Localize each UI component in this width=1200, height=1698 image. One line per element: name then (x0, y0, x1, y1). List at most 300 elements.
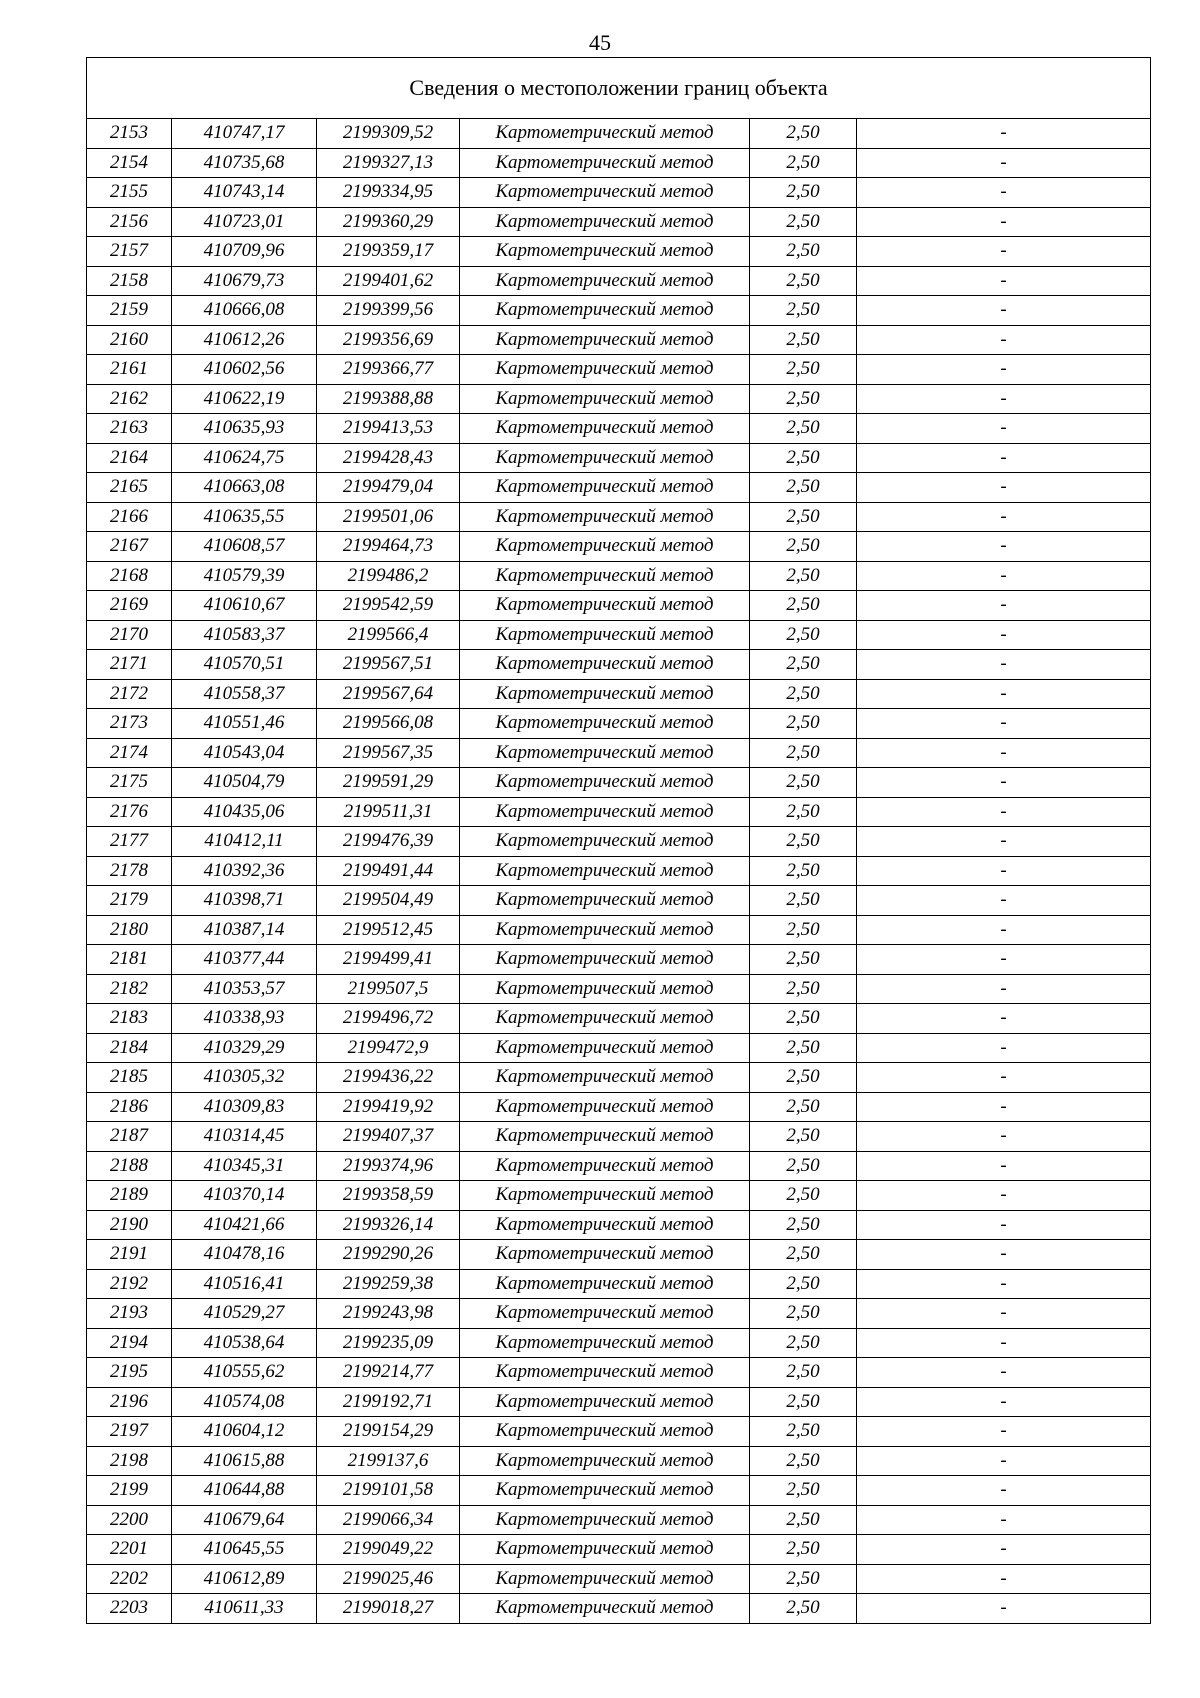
method-cell: Картометрический метод (460, 1269, 750, 1299)
method-cell: Картометрический метод (460, 148, 750, 178)
table-row (87, 856, 1151, 886)
description-cell: - (857, 856, 1151, 886)
description-cell: - (857, 384, 1151, 414)
point-number-cell: 2171 (87, 650, 172, 680)
accuracy-cell: 2,50 (750, 355, 857, 385)
table-row (87, 1122, 1151, 1152)
method-cell: Картометрический метод (460, 915, 750, 945)
x-coordinate-cell: 410723,01 (172, 207, 317, 237)
accuracy-cell: 2,50 (750, 1564, 857, 1594)
point-number-cell: 2198 (87, 1446, 172, 1476)
table-row (87, 1299, 1151, 1329)
table-row (87, 119, 1151, 149)
accuracy-cell: 2,50 (750, 148, 857, 178)
accuracy-cell: 2,50 (750, 1299, 857, 1329)
x-coordinate-cell: 410478,16 (172, 1240, 317, 1270)
accuracy-cell: 2,50 (750, 915, 857, 945)
table-row (87, 207, 1151, 237)
accuracy-cell: 2,50 (750, 1033, 857, 1063)
point-number-cell: 2203 (87, 1594, 172, 1624)
x-coordinate-cell: 410624,75 (172, 443, 317, 473)
accuracy-cell: 2,50 (750, 1387, 857, 1417)
page-number: 45 (589, 30, 611, 55)
method-cell: Картометрический метод (460, 1358, 750, 1388)
point-number-cell: 2180 (87, 915, 172, 945)
point-number-cell: 2181 (87, 945, 172, 975)
x-coordinate-cell: 410504,79 (172, 768, 317, 798)
x-coordinate-cell: 410558,37 (172, 679, 317, 709)
x-coordinate-cell: 410747,17 (172, 119, 317, 149)
y-coordinate-cell: 2199154,29 (317, 1417, 460, 1447)
point-number-cell: 2160 (87, 325, 172, 355)
point-number-cell: 2192 (87, 1269, 172, 1299)
description-cell: - (857, 1328, 1151, 1358)
x-coordinate-cell: 410679,73 (172, 266, 317, 296)
point-number-cell: 2199 (87, 1476, 172, 1506)
description-cell: - (857, 679, 1151, 709)
description-cell: - (857, 1210, 1151, 1240)
point-number-cell: 2176 (87, 797, 172, 827)
method-cell: Картометрический метод (460, 119, 750, 149)
y-coordinate-cell: 2199243,98 (317, 1299, 460, 1329)
x-coordinate-cell: 410608,57 (172, 532, 317, 562)
method-cell: Картометрический метод (460, 945, 750, 975)
x-coordinate-cell: 410329,29 (172, 1033, 317, 1063)
description-cell: - (857, 237, 1151, 267)
description-cell: - (857, 1269, 1151, 1299)
point-number-cell: 2153 (87, 119, 172, 149)
description-cell: - (857, 709, 1151, 739)
table-row (87, 532, 1151, 562)
x-coordinate-cell: 410644,88 (172, 1476, 317, 1506)
table-row (87, 650, 1151, 680)
x-coordinate-cell: 410735,68 (172, 148, 317, 178)
x-coordinate-cell: 410392,36 (172, 856, 317, 886)
description-cell: - (857, 502, 1151, 532)
accuracy-cell: 2,50 (750, 473, 857, 503)
accuracy-cell: 2,50 (750, 738, 857, 768)
description-cell: - (857, 1151, 1151, 1181)
description-cell: - (857, 945, 1151, 975)
table-row (87, 1476, 1151, 1506)
accuracy-cell: 2,50 (750, 1151, 857, 1181)
x-coordinate-cell: 410387,14 (172, 915, 317, 945)
table-row (87, 1063, 1151, 1093)
y-coordinate-cell: 2199479,04 (317, 473, 460, 503)
y-coordinate-cell: 2199407,37 (317, 1122, 460, 1152)
method-cell: Картометрический метод (460, 296, 750, 326)
description-cell: - (857, 591, 1151, 621)
description-cell: - (857, 738, 1151, 768)
y-coordinate-cell: 2199567,64 (317, 679, 460, 709)
accuracy-cell: 2,50 (750, 1181, 857, 1211)
accuracy-cell: 2,50 (750, 119, 857, 149)
method-cell: Картометрический метод (460, 237, 750, 267)
table-row (87, 1535, 1151, 1565)
x-coordinate-cell: 410602,56 (172, 355, 317, 385)
y-coordinate-cell: 2199512,45 (317, 915, 460, 945)
method-cell: Картометрический метод (460, 1387, 750, 1417)
y-coordinate-cell: 2199542,59 (317, 591, 460, 621)
table-row (87, 915, 1151, 945)
table-row (87, 679, 1151, 709)
method-cell: Картометрический метод (460, 532, 750, 562)
table-row (87, 1417, 1151, 1447)
method-cell: Картометрический метод (460, 384, 750, 414)
description-cell: - (857, 974, 1151, 1004)
accuracy-cell: 2,50 (750, 1358, 857, 1388)
accuracy-cell: 2,50 (750, 1328, 857, 1358)
table-row (87, 591, 1151, 621)
table-row (87, 945, 1151, 975)
table-row (87, 266, 1151, 296)
y-coordinate-cell: 2199137,6 (317, 1446, 460, 1476)
method-cell: Картометрический метод (460, 650, 750, 680)
y-coordinate-cell: 2199235,09 (317, 1328, 460, 1358)
x-coordinate-cell: 410421,66 (172, 1210, 317, 1240)
y-coordinate-cell: 2199591,29 (317, 768, 460, 798)
accuracy-cell: 2,50 (750, 237, 857, 267)
point-number-cell: 2175 (87, 768, 172, 798)
y-coordinate-cell: 2199472,9 (317, 1033, 460, 1063)
accuracy-cell: 2,50 (750, 620, 857, 650)
description-cell: - (857, 768, 1151, 798)
method-cell: Картометрический метод (460, 1151, 750, 1181)
description-cell: - (857, 886, 1151, 916)
method-cell: Картометрический метод (460, 886, 750, 916)
point-number-cell: 2154 (87, 148, 172, 178)
table-row (87, 1181, 1151, 1211)
accuracy-cell: 2,50 (750, 709, 857, 739)
method-cell: Картометрический метод (460, 827, 750, 857)
y-coordinate-cell: 2199496,72 (317, 1004, 460, 1034)
y-coordinate-cell: 2199018,27 (317, 1594, 460, 1624)
method-cell: Картометрический метод (460, 1417, 750, 1447)
description-cell: - (857, 1033, 1151, 1063)
point-number-cell: 2162 (87, 384, 172, 414)
y-coordinate-cell: 2199491,44 (317, 856, 460, 886)
y-coordinate-cell: 2199436,22 (317, 1063, 460, 1093)
y-coordinate-cell: 2199566,08 (317, 709, 460, 739)
y-coordinate-cell: 2199356,69 (317, 325, 460, 355)
y-coordinate-cell: 2199486,2 (317, 561, 460, 591)
accuracy-cell: 2,50 (750, 561, 857, 591)
method-cell: Картометрический метод (460, 1564, 750, 1594)
x-coordinate-cell: 410666,08 (172, 296, 317, 326)
y-coordinate-cell: 2199476,39 (317, 827, 460, 857)
point-number-cell: 2164 (87, 443, 172, 473)
description-cell: - (857, 797, 1151, 827)
y-coordinate-cell: 2199326,14 (317, 1210, 460, 1240)
y-coordinate-cell: 2199259,38 (317, 1269, 460, 1299)
method-cell: Картометрический метод (460, 738, 750, 768)
method-cell: Картометрический метод (460, 1328, 750, 1358)
accuracy-cell: 2,50 (750, 1535, 857, 1565)
table-row (87, 1033, 1151, 1063)
x-coordinate-cell: 410377,44 (172, 945, 317, 975)
y-coordinate-cell: 2199334,95 (317, 178, 460, 208)
method-cell: Картометрический метод (460, 1535, 750, 1565)
description-cell: - (857, 1181, 1151, 1211)
table-row (87, 797, 1151, 827)
description-cell: - (857, 443, 1151, 473)
point-number-cell: 2169 (87, 591, 172, 621)
point-number-cell: 2178 (87, 856, 172, 886)
table-row (87, 1210, 1151, 1240)
description-cell: - (857, 1063, 1151, 1093)
x-coordinate-cell: 410679,64 (172, 1505, 317, 1535)
method-cell: Картометрический метод (460, 856, 750, 886)
x-coordinate-cell: 410615,88 (172, 1446, 317, 1476)
y-coordinate-cell: 2199374,96 (317, 1151, 460, 1181)
x-coordinate-cell: 410345,31 (172, 1151, 317, 1181)
description-cell: - (857, 1564, 1151, 1594)
point-number-cell: 2191 (87, 1240, 172, 1270)
x-coordinate-cell: 410353,57 (172, 974, 317, 1004)
method-cell: Картометрический метод (460, 1181, 750, 1211)
accuracy-cell: 2,50 (750, 974, 857, 1004)
table-row (87, 1004, 1151, 1034)
accuracy-cell: 2,50 (750, 414, 857, 444)
point-number-cell: 2190 (87, 1210, 172, 1240)
table-row (87, 1505, 1151, 1535)
accuracy-cell: 2,50 (750, 1004, 857, 1034)
point-number-cell: 2173 (87, 709, 172, 739)
table-row (87, 414, 1151, 444)
table-row (87, 974, 1151, 1004)
x-coordinate-cell: 410538,64 (172, 1328, 317, 1358)
point-number-cell: 2155 (87, 178, 172, 208)
table-row (87, 1269, 1151, 1299)
method-cell: Картометрический метод (460, 591, 750, 621)
x-coordinate-cell: 410604,12 (172, 1417, 317, 1447)
y-coordinate-cell: 2199049,22 (317, 1535, 460, 1565)
x-coordinate-cell: 410555,62 (172, 1358, 317, 1388)
method-cell: Картометрический метод (460, 561, 750, 591)
point-number-cell: 2184 (87, 1033, 172, 1063)
point-number-cell: 2201 (87, 1535, 172, 1565)
y-coordinate-cell: 2199566,4 (317, 620, 460, 650)
table-row (87, 1387, 1151, 1417)
description-cell: - (857, 414, 1151, 444)
x-coordinate-cell: 410551,46 (172, 709, 317, 739)
accuracy-cell: 2,50 (750, 650, 857, 680)
method-cell: Картометрический метод (460, 709, 750, 739)
x-coordinate-cell: 410743,14 (172, 178, 317, 208)
y-coordinate-cell: 2199567,35 (317, 738, 460, 768)
table-row (87, 738, 1151, 768)
accuracy-cell: 2,50 (750, 797, 857, 827)
method-cell: Картометрический метод (460, 502, 750, 532)
table-row (87, 1151, 1151, 1181)
point-number-cell: 2179 (87, 886, 172, 916)
description-cell: - (857, 296, 1151, 326)
y-coordinate-cell: 2199360,29 (317, 207, 460, 237)
accuracy-cell: 2,50 (750, 1240, 857, 1270)
table-row (87, 709, 1151, 739)
method-cell: Картометрический метод (460, 1092, 750, 1122)
table-row (87, 1358, 1151, 1388)
description-cell: - (857, 1446, 1151, 1476)
method-cell: Картометрический метод (460, 325, 750, 355)
method-cell: Картометрический метод (460, 974, 750, 1004)
x-coordinate-cell: 410370,14 (172, 1181, 317, 1211)
x-coordinate-cell: 410338,93 (172, 1004, 317, 1034)
table-row (87, 886, 1151, 916)
method-cell: Картометрический метод (460, 1004, 750, 1034)
x-coordinate-cell: 410570,51 (172, 650, 317, 680)
accuracy-cell: 2,50 (750, 296, 857, 326)
table-row (87, 148, 1151, 178)
point-number-cell: 2159 (87, 296, 172, 326)
method-cell: Картометрический метод (460, 1299, 750, 1329)
method-cell: Картометрический метод (460, 768, 750, 798)
table-row (87, 1092, 1151, 1122)
description-cell: - (857, 1299, 1151, 1329)
description-cell: - (857, 1004, 1151, 1034)
accuracy-cell: 2,50 (750, 1122, 857, 1152)
description-cell: - (857, 1417, 1151, 1447)
x-coordinate-cell: 410635,55 (172, 502, 317, 532)
table-row (87, 178, 1151, 208)
accuracy-cell: 2,50 (750, 266, 857, 296)
accuracy-cell: 2,50 (750, 591, 857, 621)
table-row (87, 561, 1151, 591)
point-number-cell: 2195 (87, 1358, 172, 1388)
boundary-coordinates-table (86, 57, 1151, 1624)
y-coordinate-cell: 2199511,31 (317, 797, 460, 827)
description-cell: - (857, 1594, 1151, 1624)
x-coordinate-cell: 410529,27 (172, 1299, 317, 1329)
y-coordinate-cell: 2199214,77 (317, 1358, 460, 1388)
accuracy-cell: 2,50 (750, 886, 857, 916)
point-number-cell: 2177 (87, 827, 172, 857)
table-row (87, 1328, 1151, 1358)
point-number-cell: 2172 (87, 679, 172, 709)
description-cell: - (857, 355, 1151, 385)
point-number-cell: 2188 (87, 1151, 172, 1181)
point-number-cell: 2183 (87, 1004, 172, 1034)
accuracy-cell: 2,50 (750, 1476, 857, 1506)
point-number-cell: 2167 (87, 532, 172, 562)
accuracy-cell: 2,50 (750, 178, 857, 208)
point-number-cell: 2185 (87, 1063, 172, 1093)
x-coordinate-cell: 410398,71 (172, 886, 317, 916)
method-cell: Картометрический метод (460, 355, 750, 385)
x-coordinate-cell: 410412,11 (172, 827, 317, 857)
table-row (87, 473, 1151, 503)
accuracy-cell: 2,50 (750, 768, 857, 798)
method-cell: Картометрический метод (460, 1594, 750, 1624)
table-row (87, 443, 1151, 473)
x-coordinate-cell: 410583,37 (172, 620, 317, 650)
description-cell: - (857, 1240, 1151, 1270)
y-coordinate-cell: 2199401,62 (317, 266, 460, 296)
accuracy-cell: 2,50 (750, 945, 857, 975)
point-number-cell: 2182 (87, 974, 172, 1004)
method-cell: Картометрический метод (460, 797, 750, 827)
y-coordinate-cell: 2199359,17 (317, 237, 460, 267)
x-coordinate-cell: 410709,96 (172, 237, 317, 267)
table-row (87, 237, 1151, 267)
x-coordinate-cell: 410314,45 (172, 1122, 317, 1152)
accuracy-cell: 2,50 (750, 1505, 857, 1535)
y-coordinate-cell: 2199327,13 (317, 148, 460, 178)
y-coordinate-cell: 2199504,49 (317, 886, 460, 916)
y-coordinate-cell: 2199290,26 (317, 1240, 460, 1270)
point-number-cell: 2189 (87, 1181, 172, 1211)
table-row (87, 1594, 1151, 1624)
point-number-cell: 2161 (87, 355, 172, 385)
description-cell: - (857, 178, 1151, 208)
method-cell: Картометрический метод (460, 1505, 750, 1535)
y-coordinate-cell: 2199499,41 (317, 945, 460, 975)
method-cell: Картометрический метод (460, 178, 750, 208)
accuracy-cell: 2,50 (750, 827, 857, 857)
description-cell: - (857, 1535, 1151, 1565)
accuracy-cell: 2,50 (750, 502, 857, 532)
description-cell: - (857, 1387, 1151, 1417)
method-cell: Картометрический метод (460, 1240, 750, 1270)
y-coordinate-cell: 2199428,43 (317, 443, 460, 473)
description-cell: - (857, 325, 1151, 355)
table-row (87, 620, 1151, 650)
point-number-cell: 2158 (87, 266, 172, 296)
method-cell: Картометрический метод (460, 679, 750, 709)
method-cell: Картометрический метод (460, 1063, 750, 1093)
table-title-row (87, 58, 1151, 119)
point-number-cell: 2187 (87, 1122, 172, 1152)
point-number-cell: 2186 (87, 1092, 172, 1122)
point-number-cell: 2170 (87, 620, 172, 650)
x-coordinate-cell: 410435,06 (172, 797, 317, 827)
y-coordinate-cell: 2199066,34 (317, 1505, 460, 1535)
y-coordinate-cell: 2199366,77 (317, 355, 460, 385)
x-coordinate-cell: 410645,55 (172, 1535, 317, 1565)
description-cell: - (857, 473, 1151, 503)
table-row (87, 827, 1151, 857)
accuracy-cell: 2,50 (750, 1594, 857, 1624)
x-coordinate-cell: 410516,41 (172, 1269, 317, 1299)
method-cell: Картометрический метод (460, 1122, 750, 1152)
point-number-cell: 2156 (87, 207, 172, 237)
accuracy-cell: 2,50 (750, 1063, 857, 1093)
y-coordinate-cell: 2199025,46 (317, 1564, 460, 1594)
accuracy-cell: 2,50 (750, 532, 857, 562)
accuracy-cell: 2,50 (750, 443, 857, 473)
y-coordinate-cell: 2199413,53 (317, 414, 460, 444)
accuracy-cell: 2,50 (750, 1092, 857, 1122)
method-cell: Картометрический метод (460, 1210, 750, 1240)
point-number-cell: 2202 (87, 1564, 172, 1594)
description-cell: - (857, 1505, 1151, 1535)
description-cell: - (857, 827, 1151, 857)
accuracy-cell: 2,50 (750, 1210, 857, 1240)
accuracy-cell: 2,50 (750, 679, 857, 709)
description-cell: - (857, 915, 1151, 945)
y-coordinate-cell: 2199501,06 (317, 502, 460, 532)
point-number-cell: 2193 (87, 1299, 172, 1329)
table-row (87, 296, 1151, 326)
accuracy-cell: 2,50 (750, 207, 857, 237)
point-number-cell: 2157 (87, 237, 172, 267)
description-cell: - (857, 1092, 1151, 1122)
description-cell: - (857, 266, 1151, 296)
x-coordinate-cell: 410663,08 (172, 473, 317, 503)
description-cell: - (857, 1122, 1151, 1152)
y-coordinate-cell: 2199309,52 (317, 119, 460, 149)
method-cell: Картометрический метод (460, 1033, 750, 1063)
